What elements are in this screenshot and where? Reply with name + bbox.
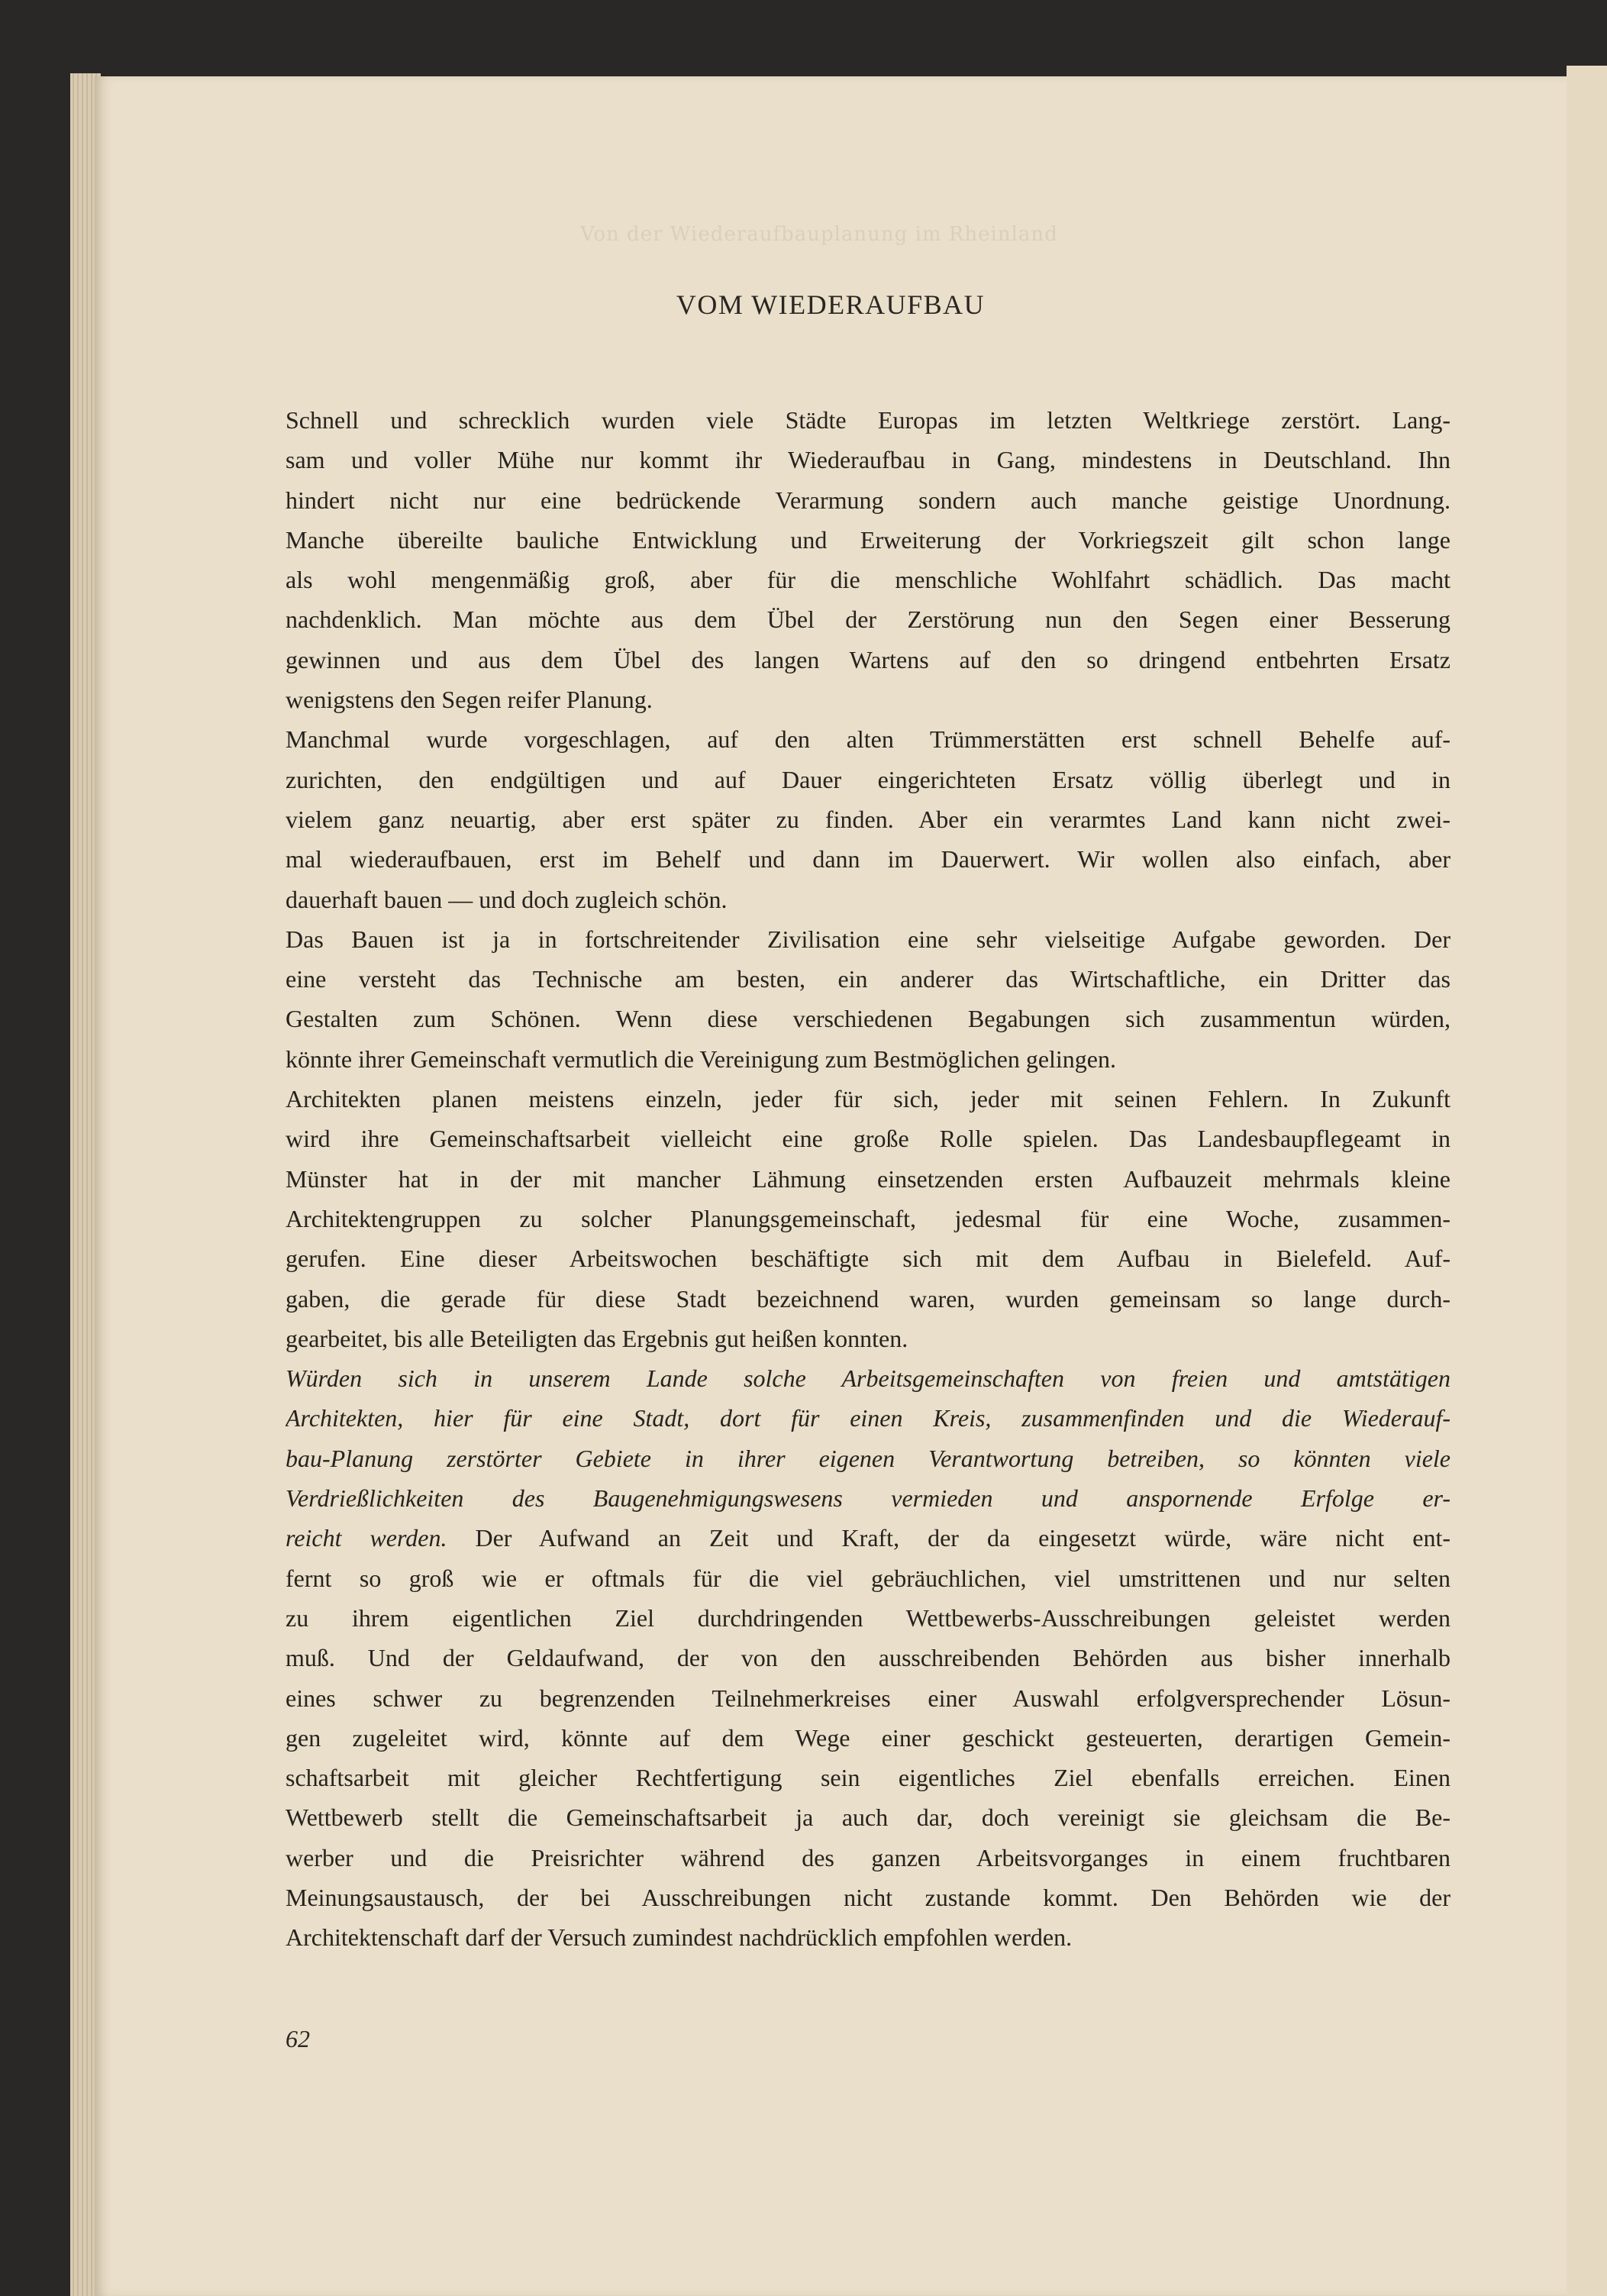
text-line: werber und die Preisrichter während des ganzen Arbeitsvorganges in einem fruchtbaren — [286, 1843, 1450, 1871]
text-line: Gestalten zum Schönen. Wenn diese verschiedenen Begabungen sich zusammentun würden, — [286, 1005, 1450, 1033]
italic-text-line: Architekten, hier für eine Stadt, dort für einen Kreis, zusammenfinden und die Wiederauf- — [286, 1404, 1450, 1432]
text-line: nachdenklich. Man möchte aus dem Übel der Zerstörung nun den Segen einer Besserung — [286, 605, 1450, 634]
text-line: hindert nicht nur eine bedrückende Verarmung sondern auch manche geistige Unordnung. — [286, 486, 1450, 514]
text-line: Manche übereilte bauliche Entwicklung und Erweiterung der Vorkriegszeit gilt schon lange — [286, 525, 1450, 554]
text-line: Münster hat in der mit mancher Lähmung einsetzenden ersten Aufbauzeit mehrmals kleine — [286, 1164, 1450, 1193]
page-number: 62 — [286, 2025, 310, 2052]
italic-text-line: Würden sich in unserem Lande solche Arbeitsgemeinschaften von freien und amtstätigen — [286, 1364, 1450, 1393]
text-line: als wohl mengenmäßig groß, aber für die menschliche Wohlfahrt schädlich. Das macht — [286, 566, 1450, 594]
text-line: Architektengruppen zu solcher Planungsgemeinschaft, jedesmal für eine Woche, zusammen- — [286, 1204, 1450, 1232]
text-line: dauerhaft bauen — und doch zugleich schön. — [286, 885, 728, 913]
italic-phrase: reicht werden. — [286, 1524, 447, 1552]
italic-text-line: Verdrießlichkeiten des Baugenehmigungswesens vermieden und anspornende Erfolge er- — [286, 1484, 1450, 1513]
text-line: gaben, die gerade für diese Stadt bezeichnend waren, wurden gemeinsam so lange durch- — [286, 1284, 1450, 1313]
text-line: Wettbewerb stellt die Gemeinschaftsarbeit ja auch dar, doch vereinigt sie gleichsam die Be- — [286, 1804, 1450, 1832]
text-line: könnte ihrer Gemeinschaft vermutlich die Vereinigung zum Bestmöglichen gelingen. — [286, 1045, 1116, 1073]
text-line: Architektenschaft darf der Versuch zumindest nachdrücklich empfohlen werden. — [286, 1923, 1073, 1952]
text-line: schaftsarbeit mit gleicher Rechtfertigung sein eigentliches Ziel ebenfalls erreichen. Einen — [286, 1764, 1450, 1792]
text-line: Meinungsaustausch, der bei Ausschreibungen nicht zustande kommt. Den Behörden wie der — [286, 1883, 1450, 1911]
text-line: Schnell und schrecklich wurden viele Städte Europas im letzten Weltkriege zerstört. Lang- — [286, 406, 1450, 434]
text-line: Das Bauen ist ja in fortschreitender Zivilisation eine sehr vielseitige Aufgabe geworden. Der — [286, 925, 1450, 953]
text-line: Manchmal wurde vorgeschlagen, auf den alten Trümmerstätten erst schnell Behelfe auf- — [286, 725, 1450, 754]
body-text — [286, 400, 1450, 1958]
show-through-running-head: Von der Wiederaufbauplanung im Rheinland — [580, 223, 1058, 246]
text-line: gewinnen und aus dem Übel des langen Wartens auf den so dringend entbehrten Ersatz — [286, 645, 1450, 673]
chapter-title: VOM WIEDERAUFBAU — [676, 289, 986, 320]
text-line: zu ihrem eigentlichen Ziel durchdringenden Wettbewerbs-Ausschreibungen geleistet werden — [286, 1603, 1450, 1632]
roman-phrase: Der Aufwand an Zeit und Kraft, der da eingesetzt würde, wäre nicht ent- — [447, 1524, 1450, 1552]
text-line: muß. Und der Geldaufwand, der von den ausschreibenden Behörden aus bisher innerhalb — [286, 1644, 1450, 1672]
text-line: sam und voller Mühe nur kommt ihr Wiederaufbau in Gang, mindestens in Deutschland. Ihn — [286, 446, 1450, 474]
mixed-text-line — [286, 1518, 1450, 1558]
text-line: Architekten planen meistens einzeln, jeder für sich, jeder mit seinen Fehlern. In Zukunft — [286, 1085, 1450, 1113]
text-line: wird ihre Gemeinschaftsarbeit vielleicht eine große Rolle spielen. Das Landesbaupflegeamt in — [286, 1125, 1450, 1153]
adjacent-page-edge — [1567, 66, 1607, 2296]
text-line: mal wiederaufbauen, erst im Behelf und dann im Dauerwert. Wir wollen also einfach, aber — [286, 845, 1450, 874]
text-line: fernt so groß wie er oftmals für die viel gebräuchlichen, viel umstrittenen und nur selten — [286, 1564, 1450, 1592]
text-line: gen zugeleitet wird, könnte auf dem Wege einer geschickt gesteuerten, derartigen Gemein- — [286, 1723, 1450, 1752]
italic-text-line: bau-Planung zerstörter Gebiete in ihrer eigenen Verantwortung betreiben, so könnten viele — [286, 1444, 1450, 1472]
text-line: wenigstens den Segen reifer Planung. — [286, 686, 653, 714]
text-line: gerufen. Eine dieser Arbeitswochen beschäftigte sich mit dem Aufbau in Bielefeld. Auf- — [286, 1245, 1450, 1273]
text-line: zurichten, den endgültigen und auf Dauer eingerichteten Ersatz völlig überlegt und in — [286, 765, 1450, 793]
text-line: eines schwer zu begrenzenden Teilnehmerkreises einer Auswahl erfolgversprechender Lösun- — [286, 1684, 1450, 1712]
text-line: gearbeitet, bis alle Beteiligten das Ergebnis gut heißen konnten. — [286, 1324, 908, 1352]
text-line: eine versteht das Technische am besten, ein anderer das Wirtschaftliche, ein Dritter das — [286, 965, 1450, 993]
text-line: vielem ganz neuartig, aber erst später zu finden. Aber ein verarmtes Land kann nicht zwei- — [286, 805, 1450, 833]
